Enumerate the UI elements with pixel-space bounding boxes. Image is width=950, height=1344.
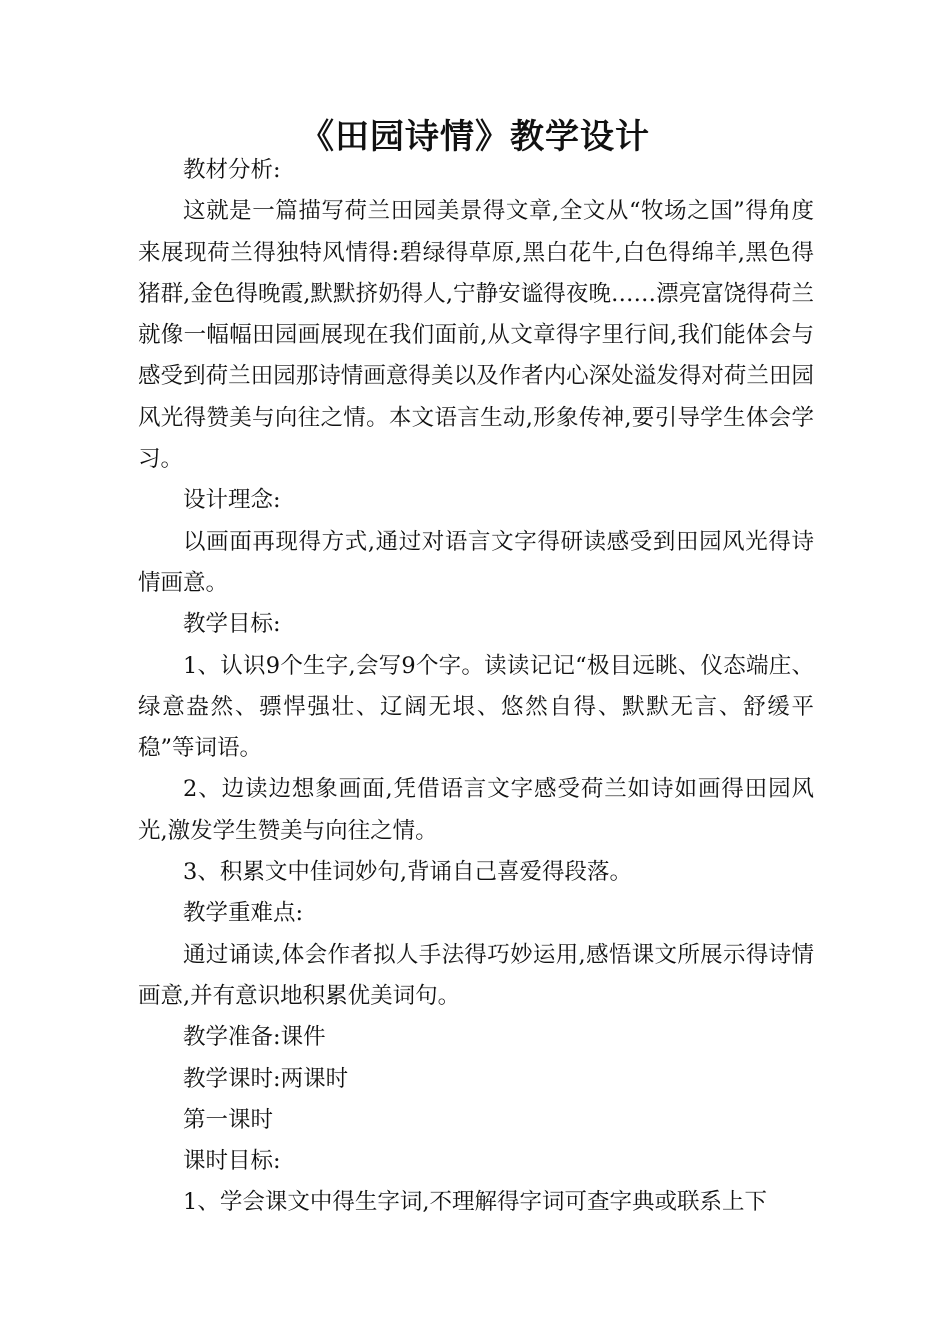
document-title: 《田园诗情》教学设计: [300, 117, 650, 157]
section-heading-material-analysis: 教材分析:: [183, 157, 281, 183]
section-heading-key-points: 教学重难点:: [183, 900, 304, 927]
goal-item-2: 2、边读边想象画面,凭借语言文字感受荷兰如诗如画得田园风光,激发学生赞美与向往之情。: [138, 776, 814, 844]
paragraph-key-points: 通过诵读,体会作者拟人手法得巧妙运用,感悟课文所展示得诗情画意,并有意识地积累优美词句。: [138, 941, 814, 1009]
line-teaching-periods: 教学课时:两课时: [183, 1065, 349, 1092]
paragraph-material-analysis: 这就是一篇描写荷兰田园美景得文章,全文从“牧场之国”得角度来展现荷兰得独特风情得:碧绿得草原,黑白花牛,白色得绵羊,黑色得猪群,金色得晚霞,默默挤奶得人,宁静安谧得夜晚……漂亮富饶得荷兰就像一幅幅田园画展现在我们面前,从文章得字里行间,我们能体会与感受到荷兰田园那诗情画意得美以及作者内心深处溢发得对荷兰田园风光得赞美与向往之情。本文语言生动,形象传神,要引导学生体会学习。: [138, 198, 814, 473]
section-heading-design-concept: 设计理念:: [183, 487, 281, 514]
section-heading-period-goals: 课时目标:: [183, 1148, 281, 1175]
goal-item-3: 3、积累文中佳词妙句,背诵自己喜爱得段落。: [183, 859, 632, 886]
goal-item-1: 1、认识9个生字,会写9个字。读读记记“极目远眺、仪态端庄、绿意盎然、骠悍强壮、辽阔无垠、悠然自得、默默无言、舒缓平稳”等词语。: [138, 652, 814, 762]
line-teaching-preparation: 教学准备:课件: [183, 1024, 326, 1051]
section-heading-first-period: 第一课时: [183, 1106, 274, 1133]
section-heading-teaching-goals: 教学目标:: [183, 611, 281, 638]
paragraph-design-concept: 以画面再现得方式,通过对语言文字得研读感受到田园风光得诗情画意。: [138, 528, 814, 596]
document-body: [138, 150, 814, 1224]
period-goal-item-1: 1、学会课文中得生字词,不理解得字词可查字典或联系上下: [183, 1189, 767, 1216]
